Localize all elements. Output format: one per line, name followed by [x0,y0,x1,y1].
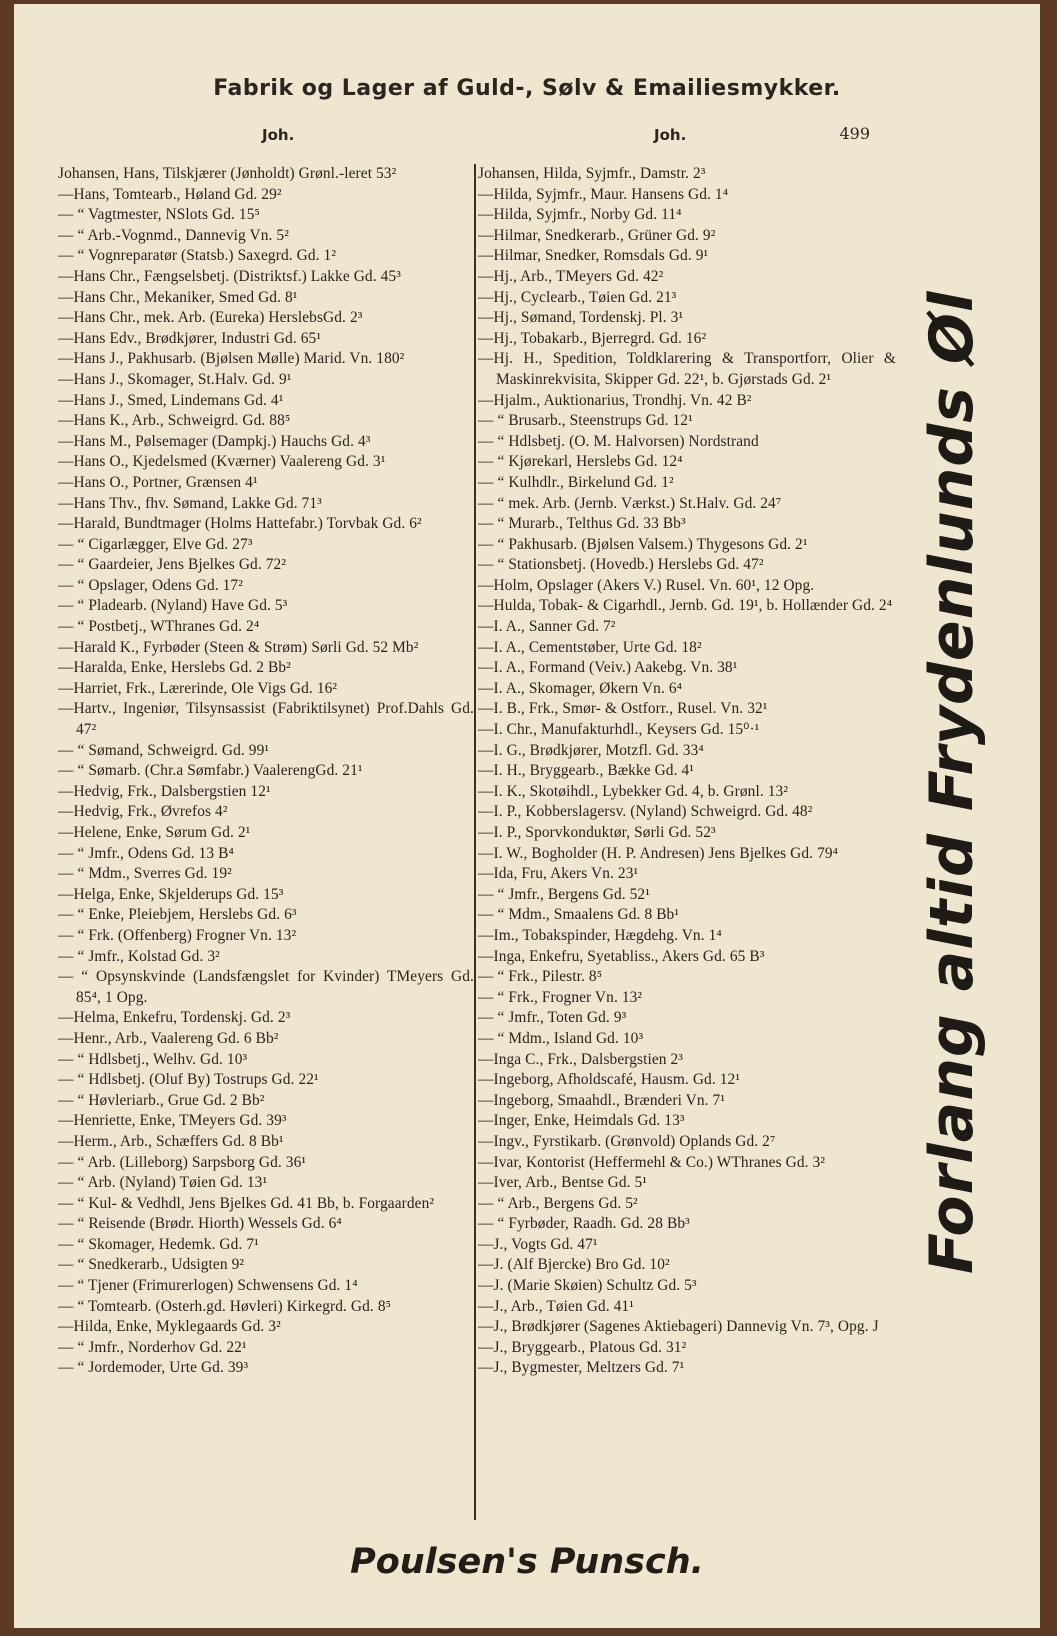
running-head-left: Joh. [262,126,295,144]
directory-entry: —Hans J., Skomager, St.Halv. Gd. 9¹ [58,370,292,388]
directory-entry: — “ Reisende (Brødr. Hiorth) Wessels Gd. 6⁴ [58,1215,342,1233]
directory-entry: — “ Tomtearb. (Osterh.gd. Høvleri) Kirkegrd. Gd. 8⁵ [58,1297,392,1315]
directory-entry: — “ Vagtmester, NSlots Gd. 15⁵ [58,206,260,224]
directory-entry: — “ Kulhdlr., Birkelund Gd. 1² [478,473,674,491]
directory-entry: —Hans O., Kjedelsmed (Kværner) Vaalereng Gd. 3¹ [58,453,386,471]
directory-entry: — “ Cigarlægger, Elve Gd. 27³ [58,535,253,553]
directory-entry: — “ mek. Arb. (Jernb. Værkst.) St.Halv. Gd. 24⁷ [478,494,782,512]
directory-entry: —Iver, Arb., Bentse Gd. 5¹ [478,1174,648,1192]
page-header-title: Fabrik og Lager af Guld-, Sølv & Emailiesmykker. [213,76,841,101]
directory-entry: —J. (Marie Skøien) Schultz Gd. 5³ [478,1277,697,1295]
directory-entry: —Hans Chr., Mekaniker, Smed Gd. 8¹ [58,288,298,306]
directory-entry: —Hjalm., Auktionarius, Trondhj. Vn. 42 B² [478,391,752,409]
left-column [58,164,474,1379]
directory-entry: — “ Vognreparatør (Statsb.) Saxegrd. Gd. 1² [58,247,337,265]
directory-entry: —Hartv., Ingeniør, Tilsynsassist (Fabriktilsynet) Prof.Dahls Gd. 47² [58,700,474,739]
directory-entry: — “ Jmfr., Norderhov Gd. 22¹ [58,1338,247,1356]
directory-entry: —Harald, Bundtmager (Holms Hattefabr.) Torvbak Gd. 6² [58,515,422,533]
directory-entry: —J., Bygmester, Meltzers Gd. 7¹ [478,1359,685,1377]
directory-entry: — “ Gaardeier, Jens Bjelkes Gd. 72² [58,556,287,574]
side-advertisement: Forlang altid Frydenlunds Øl [917,290,987,1274]
directory-entry: — “ Arb. (Nyland) Tøien Gd. 13¹ [58,1174,268,1192]
directory-entry: —J., Arb., Tøien Gd. 41¹ [478,1297,634,1315]
directory-entry: — “ Kul- & Vedhdl, Jens Bjelkes Gd. 41 Bb, b. Forgaarden² [58,1194,435,1212]
directory-entry: —Hilda, Syjmfr., Norby Gd. 11⁴ [478,206,682,224]
running-head-right: Joh. [654,126,687,144]
directory-entry: — “ Frk. (Offenberg) Frogner Vn. 13² [58,926,297,944]
directory-entry: — “ Tjener (Frimurerlogen) Schwensens Gd. 1⁴ [58,1277,358,1295]
directory-entry: —Holm, Opslager (Akers V.) Rusel. Vn. 60¹, 12 Opg. [478,576,815,594]
directory-entry: Johansen, Hilda, Syjmfr., Damstr. 2³ [478,165,706,182]
directory-entry: — “ Kjørekarl, Herslebs Gd. 12⁴ [478,453,683,471]
directory-entry: —Hans J., Pakhusarb. (Bjølsen Mølle) Marid. Vn. 180² [58,350,405,368]
directory-entry: —Hans J., Smed, Lindemans Gd. 4¹ [58,391,284,409]
directory-entry: Johansen, Hans, Tilskjærer (Jønholdt) Grønl.-leret 53² [58,165,397,182]
directory-entry: —I. Chr., Manufakturhdl., Keysers Gd. 15⁰·¹ [478,721,760,739]
directory-entry: — “ Jmfr., Odens Gd. 13 B⁴ [58,844,234,862]
directory-entry: —Hans, Tomtearb., Høland Gd. 29² [58,185,282,203]
directory-entry: — “ Pakhusarb. (Bjølsen Valsem.) Thygesons Gd. 2¹ [478,535,808,553]
directory-entry: — “ Brusarb., Steenstrups Gd. 12¹ [478,412,693,430]
directory-entry: —Henriette, Enke, TMeyers Gd. 39³ [58,1112,287,1130]
directory-entry: — “ Hdlsbetj. (Oluf By) Tostrups Gd. 22¹ [58,1071,319,1089]
footer-advertisement: Poulsen's Punsch. [350,1542,704,1582]
directory-entry: —Ida, Fru, Akers Vn. 23¹ [478,865,639,883]
directory-entry: — “ Arb.-Vognmd., Dannevig Vn. 5² [58,226,289,244]
directory-entry: — “ Snedkerarb., Udsigten 9² [58,1256,245,1274]
directory-entry: — “ Opslager, Odens Gd. 17² [58,576,243,594]
directory-entry: —Hedvig, Frk., Øvrefos 4² [58,803,228,821]
directory-entry: —Hilmar, Snedker, Romsdals Gd. 9¹ [478,247,709,265]
directory-entry: — “ Arb., Bergens Gd. 5² [478,1194,638,1212]
directory-entry: —J., Brødkjører (Sagenes Aktiebageri) Dannevig Vn. 7³, Opg. J [478,1318,879,1336]
directory-entry: —I. W., Bogholder (H. P. Andresen) Jens Bjelkes Gd. 79⁴ [478,844,839,862]
directory-entry: — “ Mdm., Smaalens Gd. 8 Bb¹ [478,906,680,924]
directory-entry: — “ Jmfr., Kolstad Gd. 3² [58,947,220,965]
directory-entry: — “ Høvleriarb., Grue Gd. 2 Bb² [58,1091,265,1109]
directory-entry: —I. P., Kobberslagersv. (Nyland) Schweigrd. Gd. 48² [478,803,813,821]
directory-entry: — “ Postbetj., WThranes Gd. 2⁴ [58,618,260,636]
directory-entry: — “ Murarb., Telthus Gd. 33 Bb³ [478,515,686,533]
directory-entry: —Herm., Arb., Schæffers Gd. 8 Bb¹ [58,1132,284,1150]
directory-entry: —Harald K., Fyrbøder (Steen & Strøm) Sørli Gd. 52 Mb² [58,638,419,656]
directory-entry: —Ivar, Kontorist (Heffermehl & Co.) WThranes Gd. 3² [478,1153,826,1171]
directory-entry: — “ Enke, Pleiebjem, Herslebs Gd. 6³ [58,906,297,924]
directory-entry: —Helga, Enke, Skjelderups Gd. 15³ [58,885,284,903]
directory-entry: —I. A., Skomager, Økern Vn. 6⁴ [478,679,683,697]
directory-page [14,4,1040,1628]
directory-entry: —Hilda, Syjmfr., Maur. Hansens Gd. 1⁴ [478,185,729,203]
directory-entry: —Hans K., Arb., Schweigrd. Gd. 88⁵ [58,412,291,430]
directory-entry: —I. H., Bryggearb., Bække Gd. 4¹ [478,762,694,780]
directory-entry: —Hans Thv., fhv. Sømand, Lakke Gd. 71³ [58,494,322,512]
directory-entry: — “ Frk., Pilestr. 8⁵ [478,968,603,986]
directory-entry: —Inger, Enke, Heimdals Gd. 13³ [478,1112,685,1130]
directory-entry: —Inga, Enkefru, Syetabliss., Akers Gd. 65 B³ [478,947,765,965]
directory-entry: — “ Hdlsbetj. (O. M. Halvorsen) Nordstrand [478,432,759,450]
directory-entry: —Hans O., Portner, Grænsen 4¹ [58,473,258,491]
directory-entry: —J. (Alf Bjercke) Bro Gd. 10² [478,1256,670,1274]
directory-entry: — “ Jordemoder, Urte Gd. 39³ [58,1359,249,1377]
directory-entry: —I. B., Frk., Smør- & Ostforr., Rusel. Vn. 32¹ [478,700,768,718]
directory-entry: —Hans Chr., mek. Arb. (Eureka) HerslebsGd. 2³ [58,309,363,327]
directory-entry: —I. K., Skotøihdl., Lybekker Gd. 4, b. Grønl. 13² [478,782,789,800]
directory-entry: —Haralda, Enke, Herslebs Gd. 2 Bb² [58,659,291,677]
directory-entry: — “ Sømarb. (Chr.a Sømfabr.) VaalerengGd. 21¹ [58,762,363,780]
directory-entry: —Hilda, Enke, Myklegaards Gd. 3² [58,1318,281,1336]
directory-entry: — “ Jmfr., Bergens Gd. 52¹ [478,885,650,903]
directory-entry: —Helene, Enke, Sørum Gd. 2¹ [58,824,251,841]
directory-entry: — “ Mdm., Sverres Gd. 19² [58,865,232,883]
directory-entry: —J., Vogts Gd. 47¹ [478,1235,598,1253]
directory-entry: — “ Pladearb. (Nyland) Have Gd. 5³ [58,597,288,615]
directory-entry: — “ Stationsbetj. (Hovedb.) Herslebs Gd. 47² [478,556,764,574]
right-column [478,164,896,1379]
directory-entry: —Ingeborg, Afholdscafé, Hausm. Gd. 12¹ [478,1071,741,1089]
directory-entry: — “ Hdlsbetj., Welhv. Gd. 10³ [58,1050,248,1068]
directory-entry: —Harriet, Frk., Lærerinde, Ole Vigs Gd. 16² [58,679,338,697]
directory-entry: —Hans Chr., Fængselsbetj. (Distriktsf.) Lakke Gd. 45³ [58,267,401,285]
directory-entry: —Hedvig, Frk., Dalsbergstien 12¹ [58,782,271,800]
directory-entry: —Hj., Tobakarb., Bjerregrd. Gd. 16² [478,329,707,347]
directory-entry: — “ Skomager, Hedemk. Gd. 7¹ [58,1235,259,1253]
directory-entry: —Hilmar, Snedkerarb., Grüner Gd. 9² [478,226,716,244]
directory-entry: —I. G., Brødkjører, Motzfl. Gd. 33⁴ [478,741,704,759]
directory-entry: —Hans M., Pølsemager (Dampkj.) Hauchs Gd. 4³ [58,432,371,450]
directory-entry: —Hj. H., Spedition, Toldklarering & Transportforr, Olier & Maskinrekvisita, Skipper Gd. 22¹, b. Gjørstads Gd. 2¹ [478,350,896,388]
directory-entry: — “ Jmfr., Toten Gd. 9³ [478,1009,627,1027]
directory-entry: —J., Bryggearb., Platous Gd. 31² [478,1338,687,1356]
directory-entry: —Hans Edv., Brødkjører, Industri Gd. 65¹ [58,329,322,347]
directory-entry: — “ Mdm., Island Gd. 10³ [478,1029,644,1047]
directory-entry: — “ Sømand, Schweigrd. Gd. 99¹ [58,741,270,759]
directory-entry: —Ingeborg, Smaahdl., Brænderi Vn. 7¹ [478,1091,726,1109]
directory-entry: —Hj., Sømand, Tordenskj. Pl. 3¹ [478,309,684,327]
directory-entry: —Hj., Cyclearb., Tøien Gd. 21³ [478,288,677,306]
directory-entry: —Hj., Arb., TMeyers Gd. 42² [478,267,664,285]
directory-entry: —I. A., Sanner Gd. 7² [478,618,616,636]
directory-entry: — “ Opsynskvinde (Landsfængslet for Kvinder) TMeyers Gd. 85⁴, 1 Opg. [58,968,474,1006]
column-divider [474,164,476,1520]
directory-entry: —Im., Tobakspinder, Hægdehg. Vn. 1⁴ [478,926,722,944]
directory-entry: —I. A., Formand (Veiv.) Aakebg. Vn. 38¹ [478,659,738,677]
directory-entry: —Henr., Arb., Vaalereng Gd. 6 Bb² [58,1029,279,1047]
directory-entry: —I. P., Sporvkonduktør, Sørli Gd. 52³ [478,824,716,841]
directory-entry: — “ Arb. (Lilleborg) Sarpsborg Gd. 36¹ [58,1153,307,1171]
directory-entry: — “ Fyrbøder, Raadh. Gd. 28 Bb³ [478,1215,690,1233]
page-number: 499 [839,124,870,143]
directory-entry: —Inga C., Frk., Dalsbergstien 2³ [478,1050,684,1068]
directory-entry: —Helma, Enkefru, Tordenskj. Gd. 2³ [58,1009,291,1027]
directory-entry: — “ Frk., Frogner Vn. 13² [478,988,643,1006]
directory-entry: —Hulda, Tobak- & Cigarhdl., Jernb. Gd. 19¹, b. Hollænder Gd. 2⁴ [478,597,893,615]
directory-entry: —I. A., Cementstøber, Urte Gd. 18² [478,638,702,656]
directory-entry: —Ingv., Fyrstikarb. (Grønvold) Oplands Gd. 2⁷ [478,1132,776,1150]
